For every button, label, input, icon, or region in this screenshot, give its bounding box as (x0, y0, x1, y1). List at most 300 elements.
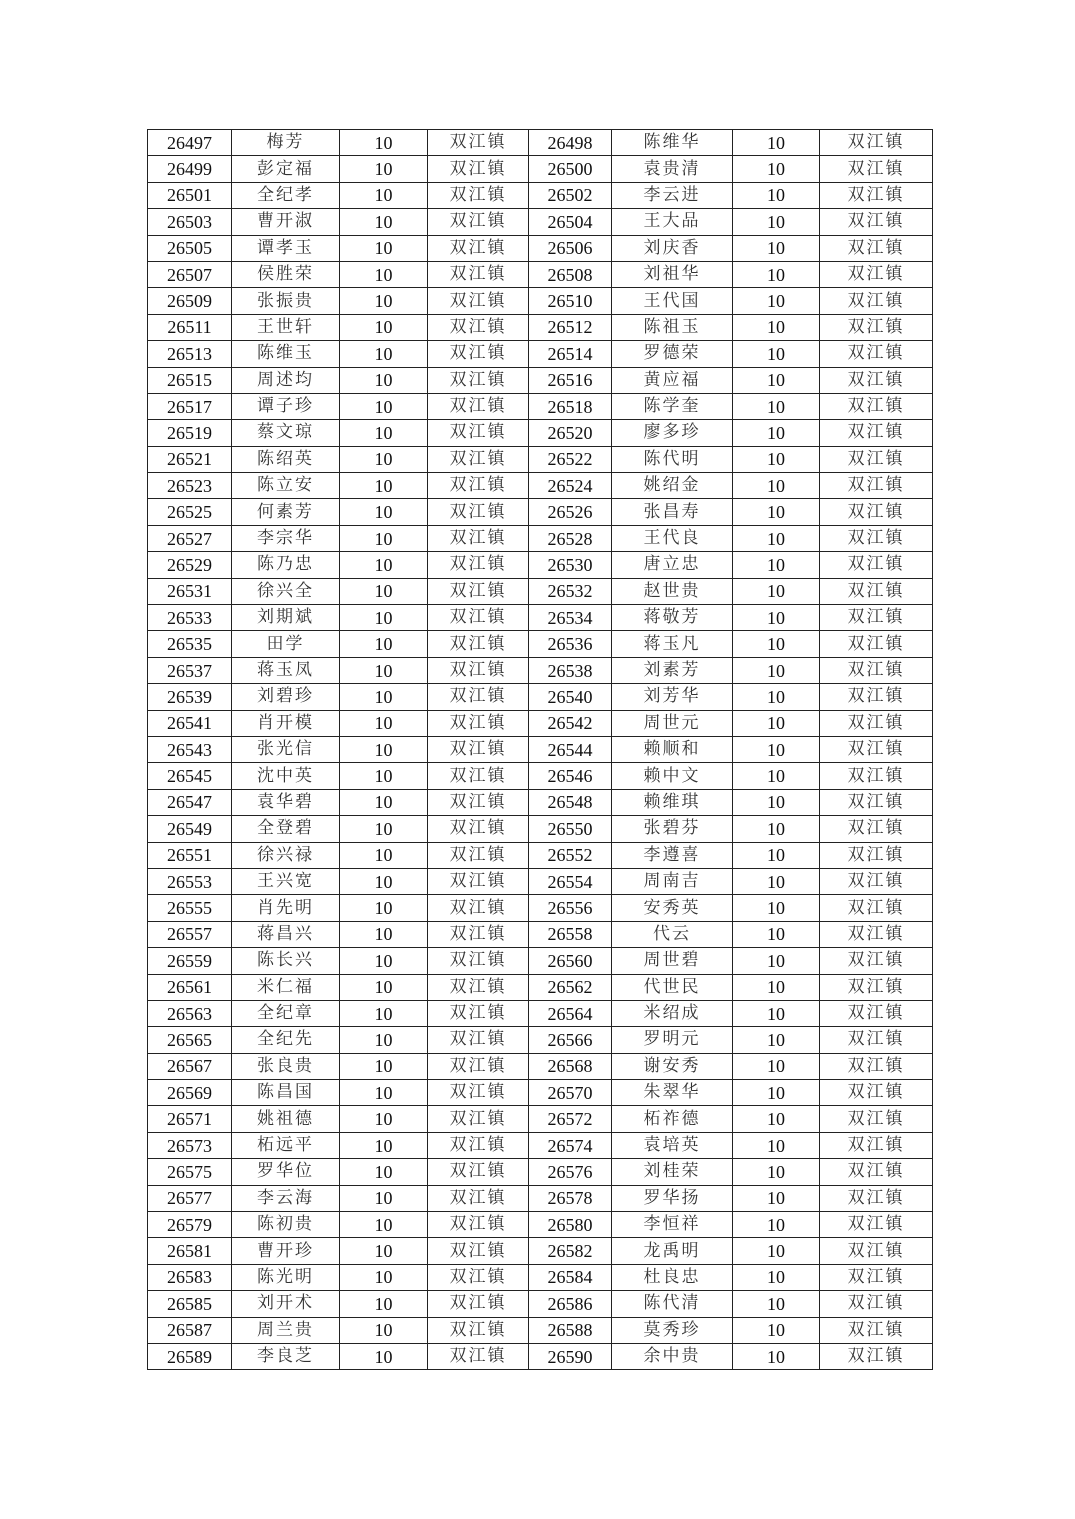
town-right-cell: 双江镇 (820, 288, 933, 314)
record-id-right-cell: 26508 (529, 261, 612, 287)
person-name-left-cell: 陈绍英 (232, 446, 340, 472)
table-row (148, 341, 933, 367)
amount-left-cell: 10 (340, 1000, 428, 1026)
person-name-right-cell: 周世元 (612, 710, 733, 736)
amount-left-cell: 10 (340, 1185, 428, 1211)
record-id-left-cell: 26533 (148, 605, 232, 631)
town-right-cell: 双江镇 (820, 341, 933, 367)
table-row (148, 1238, 933, 1264)
town-right-cell: 双江镇 (820, 393, 933, 419)
person-name-right-cell: 谢安秀 (612, 1053, 733, 1079)
table-row (148, 974, 933, 1000)
amount-left-cell: 10 (340, 341, 428, 367)
amount-right-cell: 10 (733, 895, 820, 921)
record-id-right-cell: 26556 (529, 895, 612, 921)
person-name-left-cell: 袁华碧 (232, 789, 340, 815)
person-name-left-cell: 曹开淑 (232, 209, 340, 235)
record-id-left-cell: 26569 (148, 1080, 232, 1106)
amount-left-cell: 10 (340, 736, 428, 762)
record-id-left-cell: 26587 (148, 1317, 232, 1343)
table-row (148, 895, 933, 921)
amount-right-cell: 10 (733, 657, 820, 683)
record-id-left-cell: 26523 (148, 473, 232, 499)
table-row (148, 710, 933, 736)
person-name-left-cell: 沈中英 (232, 763, 340, 789)
table-row (148, 736, 933, 762)
town-right-cell: 双江镇 (820, 1317, 933, 1343)
record-id-left-cell: 26507 (148, 261, 232, 287)
town-left-cell: 双江镇 (428, 341, 529, 367)
record-id-left-cell: 26573 (148, 1132, 232, 1158)
person-name-right-cell: 罗华扬 (612, 1185, 733, 1211)
record-id-right-cell: 26544 (529, 736, 612, 762)
person-name-left-cell: 徐兴禄 (232, 842, 340, 868)
town-left-cell: 双江镇 (428, 130, 529, 156)
record-id-right-cell: 26566 (529, 1027, 612, 1053)
person-name-left-cell: 刘碧珍 (232, 684, 340, 710)
amount-right-cell: 10 (733, 1317, 820, 1343)
table-row (148, 1080, 933, 1106)
amount-right-cell: 10 (733, 921, 820, 947)
town-right-cell: 双江镇 (820, 657, 933, 683)
amount-right-cell: 10 (733, 789, 820, 815)
record-id-left-cell: 26531 (148, 578, 232, 604)
person-name-right-cell: 陈代明 (612, 446, 733, 472)
table-row (148, 1185, 933, 1211)
record-id-right-cell: 26538 (529, 657, 612, 683)
amount-right-cell: 10 (733, 710, 820, 736)
record-id-left-cell: 26545 (148, 763, 232, 789)
town-right-cell: 双江镇 (820, 473, 933, 499)
town-left-cell: 双江镇 (428, 1212, 529, 1238)
record-id-left-cell: 26565 (148, 1027, 232, 1053)
town-right-cell: 双江镇 (820, 1159, 933, 1185)
amount-left-cell: 10 (340, 182, 428, 208)
record-id-left-cell: 26585 (148, 1291, 232, 1317)
town-right-cell: 双江镇 (820, 1238, 933, 1264)
town-right-cell: 双江镇 (820, 314, 933, 340)
record-id-left-cell: 26543 (148, 736, 232, 762)
town-right-cell: 双江镇 (820, 895, 933, 921)
table-row (148, 446, 933, 472)
town-left-cell: 双江镇 (428, 446, 529, 472)
amount-left-cell: 10 (340, 473, 428, 499)
person-name-right-cell: 刘素芳 (612, 657, 733, 683)
table-row (148, 1132, 933, 1158)
person-name-right-cell: 朱翠华 (612, 1080, 733, 1106)
amount-left-cell: 10 (340, 235, 428, 261)
table-row (148, 948, 933, 974)
record-id-right-cell: 26560 (529, 948, 612, 974)
town-right-cell: 双江镇 (820, 235, 933, 261)
amount-right-cell: 10 (733, 552, 820, 578)
amount-left-cell: 10 (340, 868, 428, 894)
person-name-left-cell: 彭定福 (232, 156, 340, 182)
person-name-right-cell: 张碧芬 (612, 816, 733, 842)
town-left-cell: 双江镇 (428, 1185, 529, 1211)
town-left-cell: 双江镇 (428, 1317, 529, 1343)
town-left-cell: 双江镇 (428, 1080, 529, 1106)
amount-right-cell: 10 (733, 314, 820, 340)
person-name-left-cell: 姚祖德 (232, 1106, 340, 1132)
amount-left-cell: 10 (340, 367, 428, 393)
person-name-left-cell: 李云海 (232, 1185, 340, 1211)
town-right-cell: 双江镇 (820, 1053, 933, 1079)
amount-right-cell: 10 (733, 235, 820, 261)
table-row (148, 499, 933, 525)
table-row (148, 1317, 933, 1343)
person-name-left-cell: 刘开术 (232, 1291, 340, 1317)
table-row (148, 393, 933, 419)
record-id-left-cell: 26579 (148, 1212, 232, 1238)
record-id-left-cell: 26529 (148, 552, 232, 578)
amount-right-cell: 10 (733, 341, 820, 367)
amount-right-cell: 10 (733, 842, 820, 868)
town-right-cell: 双江镇 (820, 631, 933, 657)
person-name-right-cell: 米绍成 (612, 1000, 733, 1026)
record-id-right-cell: 26524 (529, 473, 612, 499)
record-id-left-cell: 26511 (148, 314, 232, 340)
town-right-cell: 双江镇 (820, 816, 933, 842)
amount-left-cell: 10 (340, 710, 428, 736)
table-row (148, 473, 933, 499)
table-row (148, 657, 933, 683)
record-id-right-cell: 26580 (529, 1212, 612, 1238)
person-name-right-cell: 周世碧 (612, 948, 733, 974)
town-right-cell: 双江镇 (820, 710, 933, 736)
person-name-left-cell: 肖先明 (232, 895, 340, 921)
amount-right-cell: 10 (733, 393, 820, 419)
person-name-right-cell: 姚绍金 (612, 473, 733, 499)
roster-table (147, 129, 933, 1370)
record-id-right-cell: 26550 (529, 816, 612, 842)
town-right-cell: 双江镇 (820, 130, 933, 156)
record-id-right-cell: 26526 (529, 499, 612, 525)
amount-right-cell: 10 (733, 420, 820, 446)
record-id-left-cell: 26583 (148, 1264, 232, 1290)
record-id-right-cell: 26552 (529, 842, 612, 868)
amount-left-cell: 10 (340, 948, 428, 974)
table-row (148, 578, 933, 604)
record-id-left-cell: 26537 (148, 657, 232, 683)
town-right-cell: 双江镇 (820, 1000, 933, 1026)
table-row (148, 1106, 933, 1132)
table-row (148, 1159, 933, 1185)
person-name-right-cell: 刘祖华 (612, 261, 733, 287)
table-row (148, 605, 933, 631)
town-left-cell: 双江镇 (428, 789, 529, 815)
amount-right-cell: 10 (733, 1080, 820, 1106)
record-id-right-cell: 26554 (529, 868, 612, 894)
amount-right-cell: 10 (733, 1106, 820, 1132)
town-left-cell: 双江镇 (428, 816, 529, 842)
record-id-right-cell: 26502 (529, 182, 612, 208)
amount-left-cell: 10 (340, 605, 428, 631)
amount-right-cell: 10 (733, 974, 820, 1000)
person-name-right-cell: 代云 (612, 921, 733, 947)
person-name-right-cell: 杜良忠 (612, 1264, 733, 1290)
record-id-right-cell: 26586 (529, 1291, 612, 1317)
amount-left-cell: 10 (340, 1317, 428, 1343)
amount-right-cell: 10 (733, 156, 820, 182)
amount-left-cell: 10 (340, 1132, 428, 1158)
person-name-left-cell: 全纪章 (232, 1000, 340, 1026)
amount-right-cell: 10 (733, 182, 820, 208)
person-name-left-cell: 刘期斌 (232, 605, 340, 631)
record-id-left-cell: 26557 (148, 921, 232, 947)
record-id-left-cell: 26589 (148, 1343, 232, 1369)
amount-left-cell: 10 (340, 1106, 428, 1132)
record-id-left-cell: 26525 (148, 499, 232, 525)
record-id-right-cell: 26498 (529, 130, 612, 156)
record-id-right-cell: 26568 (529, 1053, 612, 1079)
record-id-right-cell: 26576 (529, 1159, 612, 1185)
record-id-right-cell: 26578 (529, 1185, 612, 1211)
record-id-left-cell: 26559 (148, 948, 232, 974)
amount-right-cell: 10 (733, 1027, 820, 1053)
table-row (148, 525, 933, 551)
amount-left-cell: 10 (340, 525, 428, 551)
town-left-cell: 双江镇 (428, 1053, 529, 1079)
town-left-cell: 双江镇 (428, 1264, 529, 1290)
person-name-left-cell: 陈乃忠 (232, 552, 340, 578)
town-right-cell: 双江镇 (820, 736, 933, 762)
person-name-right-cell: 刘芳华 (612, 684, 733, 710)
record-id-right-cell: 26536 (529, 631, 612, 657)
amount-left-cell: 10 (340, 631, 428, 657)
amount-right-cell: 10 (733, 499, 820, 525)
record-id-left-cell: 26527 (148, 525, 232, 551)
record-id-right-cell: 26520 (529, 420, 612, 446)
table-row (148, 235, 933, 261)
record-id-right-cell: 26584 (529, 1264, 612, 1290)
record-id-left-cell: 26581 (148, 1238, 232, 1264)
record-id-right-cell: 26532 (529, 578, 612, 604)
record-id-left-cell: 26521 (148, 446, 232, 472)
amount-right-cell: 10 (733, 816, 820, 842)
person-name-right-cell: 赖维琪 (612, 789, 733, 815)
record-id-left-cell: 26505 (148, 235, 232, 261)
town-left-cell: 双江镇 (428, 1132, 529, 1158)
record-id-right-cell: 26540 (529, 684, 612, 710)
amount-right-cell: 10 (733, 130, 820, 156)
person-name-left-cell: 曹开珍 (232, 1238, 340, 1264)
person-name-right-cell: 陈代清 (612, 1291, 733, 1317)
town-right-cell: 双江镇 (820, 1080, 933, 1106)
amount-left-cell: 10 (340, 130, 428, 156)
table-row (148, 816, 933, 842)
table-row (148, 1343, 933, 1369)
record-id-right-cell: 26546 (529, 763, 612, 789)
town-right-cell: 双江镇 (820, 578, 933, 604)
record-id-left-cell: 26515 (148, 367, 232, 393)
town-left-cell: 双江镇 (428, 499, 529, 525)
amount-left-cell: 10 (340, 420, 428, 446)
roster-table-body (148, 130, 933, 1370)
amount-right-cell: 10 (733, 525, 820, 551)
record-id-left-cell: 26571 (148, 1106, 232, 1132)
town-left-cell: 双江镇 (428, 209, 529, 235)
town-left-cell: 双江镇 (428, 288, 529, 314)
person-name-left-cell: 全纪先 (232, 1027, 340, 1053)
record-id-right-cell: 26512 (529, 314, 612, 340)
person-name-right-cell: 王代良 (612, 525, 733, 551)
table-row (148, 156, 933, 182)
town-right-cell: 双江镇 (820, 525, 933, 551)
amount-left-cell: 10 (340, 763, 428, 789)
table-row (148, 420, 933, 446)
town-left-cell: 双江镇 (428, 525, 529, 551)
person-name-left-cell: 全纪孝 (232, 182, 340, 208)
person-name-left-cell: 张振贵 (232, 288, 340, 314)
town-left-cell: 双江镇 (428, 631, 529, 657)
record-id-left-cell: 26577 (148, 1185, 232, 1211)
person-name-right-cell: 赖中文 (612, 763, 733, 789)
person-name-right-cell: 李恒祥 (612, 1212, 733, 1238)
town-left-cell: 双江镇 (428, 763, 529, 789)
town-right-cell: 双江镇 (820, 499, 933, 525)
town-right-cell: 双江镇 (820, 763, 933, 789)
amount-right-cell: 10 (733, 684, 820, 710)
town-left-cell: 双江镇 (428, 235, 529, 261)
amount-right-cell: 10 (733, 473, 820, 499)
record-id-right-cell: 26558 (529, 921, 612, 947)
amount-left-cell: 10 (340, 974, 428, 1000)
person-name-left-cell: 陈长兴 (232, 948, 340, 974)
amount-right-cell: 10 (733, 578, 820, 604)
record-id-left-cell: 26497 (148, 130, 232, 156)
amount-right-cell: 10 (733, 209, 820, 235)
amount-left-cell: 10 (340, 1159, 428, 1185)
record-id-right-cell: 26570 (529, 1080, 612, 1106)
record-id-left-cell: 26499 (148, 156, 232, 182)
person-name-right-cell: 李遵喜 (612, 842, 733, 868)
record-id-right-cell: 26542 (529, 710, 612, 736)
person-name-right-cell: 李云进 (612, 182, 733, 208)
town-left-cell: 双江镇 (428, 420, 529, 446)
record-id-right-cell: 26500 (529, 156, 612, 182)
amount-left-cell: 10 (340, 842, 428, 868)
town-right-cell: 双江镇 (820, 1185, 933, 1211)
record-id-left-cell: 26519 (148, 420, 232, 446)
person-name-right-cell: 蒋敬芳 (612, 605, 733, 631)
record-id-left-cell: 26575 (148, 1159, 232, 1185)
amount-left-cell: 10 (340, 209, 428, 235)
record-id-right-cell: 26510 (529, 288, 612, 314)
person-name-right-cell: 陈祖玉 (612, 314, 733, 340)
person-name-right-cell: 周南吉 (612, 868, 733, 894)
record-id-left-cell: 26561 (148, 974, 232, 1000)
person-name-left-cell: 米仁福 (232, 974, 340, 1000)
amount-left-cell: 10 (340, 816, 428, 842)
amount-right-cell: 10 (733, 288, 820, 314)
town-right-cell: 双江镇 (820, 1291, 933, 1317)
amount-left-cell: 10 (340, 789, 428, 815)
amount-left-cell: 10 (340, 1291, 428, 1317)
record-id-left-cell: 26513 (148, 341, 232, 367)
record-id-left-cell: 26509 (148, 288, 232, 314)
record-id-left-cell: 26567 (148, 1053, 232, 1079)
person-name-left-cell: 谭子珍 (232, 393, 340, 419)
record-id-left-cell: 26503 (148, 209, 232, 235)
amount-left-cell: 10 (340, 156, 428, 182)
table-row (148, 288, 933, 314)
person-name-left-cell: 蔡文琼 (232, 420, 340, 446)
record-id-right-cell: 26516 (529, 367, 612, 393)
record-id-left-cell: 26549 (148, 816, 232, 842)
town-left-cell: 双江镇 (428, 921, 529, 947)
record-id-left-cell: 26553 (148, 868, 232, 894)
table-row (148, 1291, 933, 1317)
person-name-left-cell: 李宗华 (232, 525, 340, 551)
amount-left-cell: 10 (340, 1343, 428, 1369)
amount-left-cell: 10 (340, 499, 428, 525)
town-right-cell: 双江镇 (820, 605, 933, 631)
table-row (148, 1027, 933, 1053)
table-row (148, 631, 933, 657)
town-right-cell: 双江镇 (820, 1264, 933, 1290)
amount-right-cell: 10 (733, 1053, 820, 1079)
person-name-left-cell: 周兰贵 (232, 1317, 340, 1343)
town-left-cell: 双江镇 (428, 552, 529, 578)
person-name-left-cell: 肖开模 (232, 710, 340, 736)
amount-left-cell: 10 (340, 1027, 428, 1053)
amount-left-cell: 10 (340, 1080, 428, 1106)
amount-left-cell: 10 (340, 314, 428, 340)
amount-left-cell: 10 (340, 684, 428, 710)
record-id-left-cell: 26547 (148, 789, 232, 815)
record-id-right-cell: 26514 (529, 341, 612, 367)
person-name-right-cell: 刘庆香 (612, 235, 733, 261)
town-right-cell: 双江镇 (820, 1106, 933, 1132)
person-name-right-cell: 龙禹明 (612, 1238, 733, 1264)
person-name-left-cell: 侯胜荣 (232, 261, 340, 287)
person-name-right-cell: 蒋玉凡 (612, 631, 733, 657)
person-name-right-cell: 赵世贵 (612, 578, 733, 604)
record-id-right-cell: 26506 (529, 235, 612, 261)
amount-left-cell: 10 (340, 1212, 428, 1238)
town-right-cell: 双江镇 (820, 842, 933, 868)
amount-left-cell: 10 (340, 657, 428, 683)
amount-left-cell: 10 (340, 552, 428, 578)
person-name-left-cell: 梅芳 (232, 130, 340, 156)
person-name-left-cell: 何素芳 (232, 499, 340, 525)
amount-left-cell: 10 (340, 895, 428, 921)
record-id-right-cell: 26530 (529, 552, 612, 578)
town-left-cell: 双江镇 (428, 1106, 529, 1132)
person-name-left-cell: 王兴宽 (232, 868, 340, 894)
town-left-cell: 双江镇 (428, 868, 529, 894)
town-left-cell: 双江镇 (428, 657, 529, 683)
record-id-left-cell: 26551 (148, 842, 232, 868)
person-name-left-cell: 李良芝 (232, 1343, 340, 1369)
town-right-cell: 双江镇 (820, 684, 933, 710)
town-right-cell: 双江镇 (820, 209, 933, 235)
amount-right-cell: 10 (733, 1212, 820, 1238)
amount-right-cell: 10 (733, 1185, 820, 1211)
town-right-cell: 双江镇 (820, 182, 933, 208)
table-row (148, 314, 933, 340)
person-name-right-cell: 张昌寿 (612, 499, 733, 525)
town-left-cell: 双江镇 (428, 314, 529, 340)
amount-left-cell: 10 (340, 578, 428, 604)
amount-left-cell: 10 (340, 921, 428, 947)
amount-right-cell: 10 (733, 1000, 820, 1026)
record-id-right-cell: 26564 (529, 1000, 612, 1026)
amount-left-cell: 10 (340, 1238, 428, 1264)
table-row (148, 130, 933, 156)
town-left-cell: 双江镇 (428, 974, 529, 1000)
